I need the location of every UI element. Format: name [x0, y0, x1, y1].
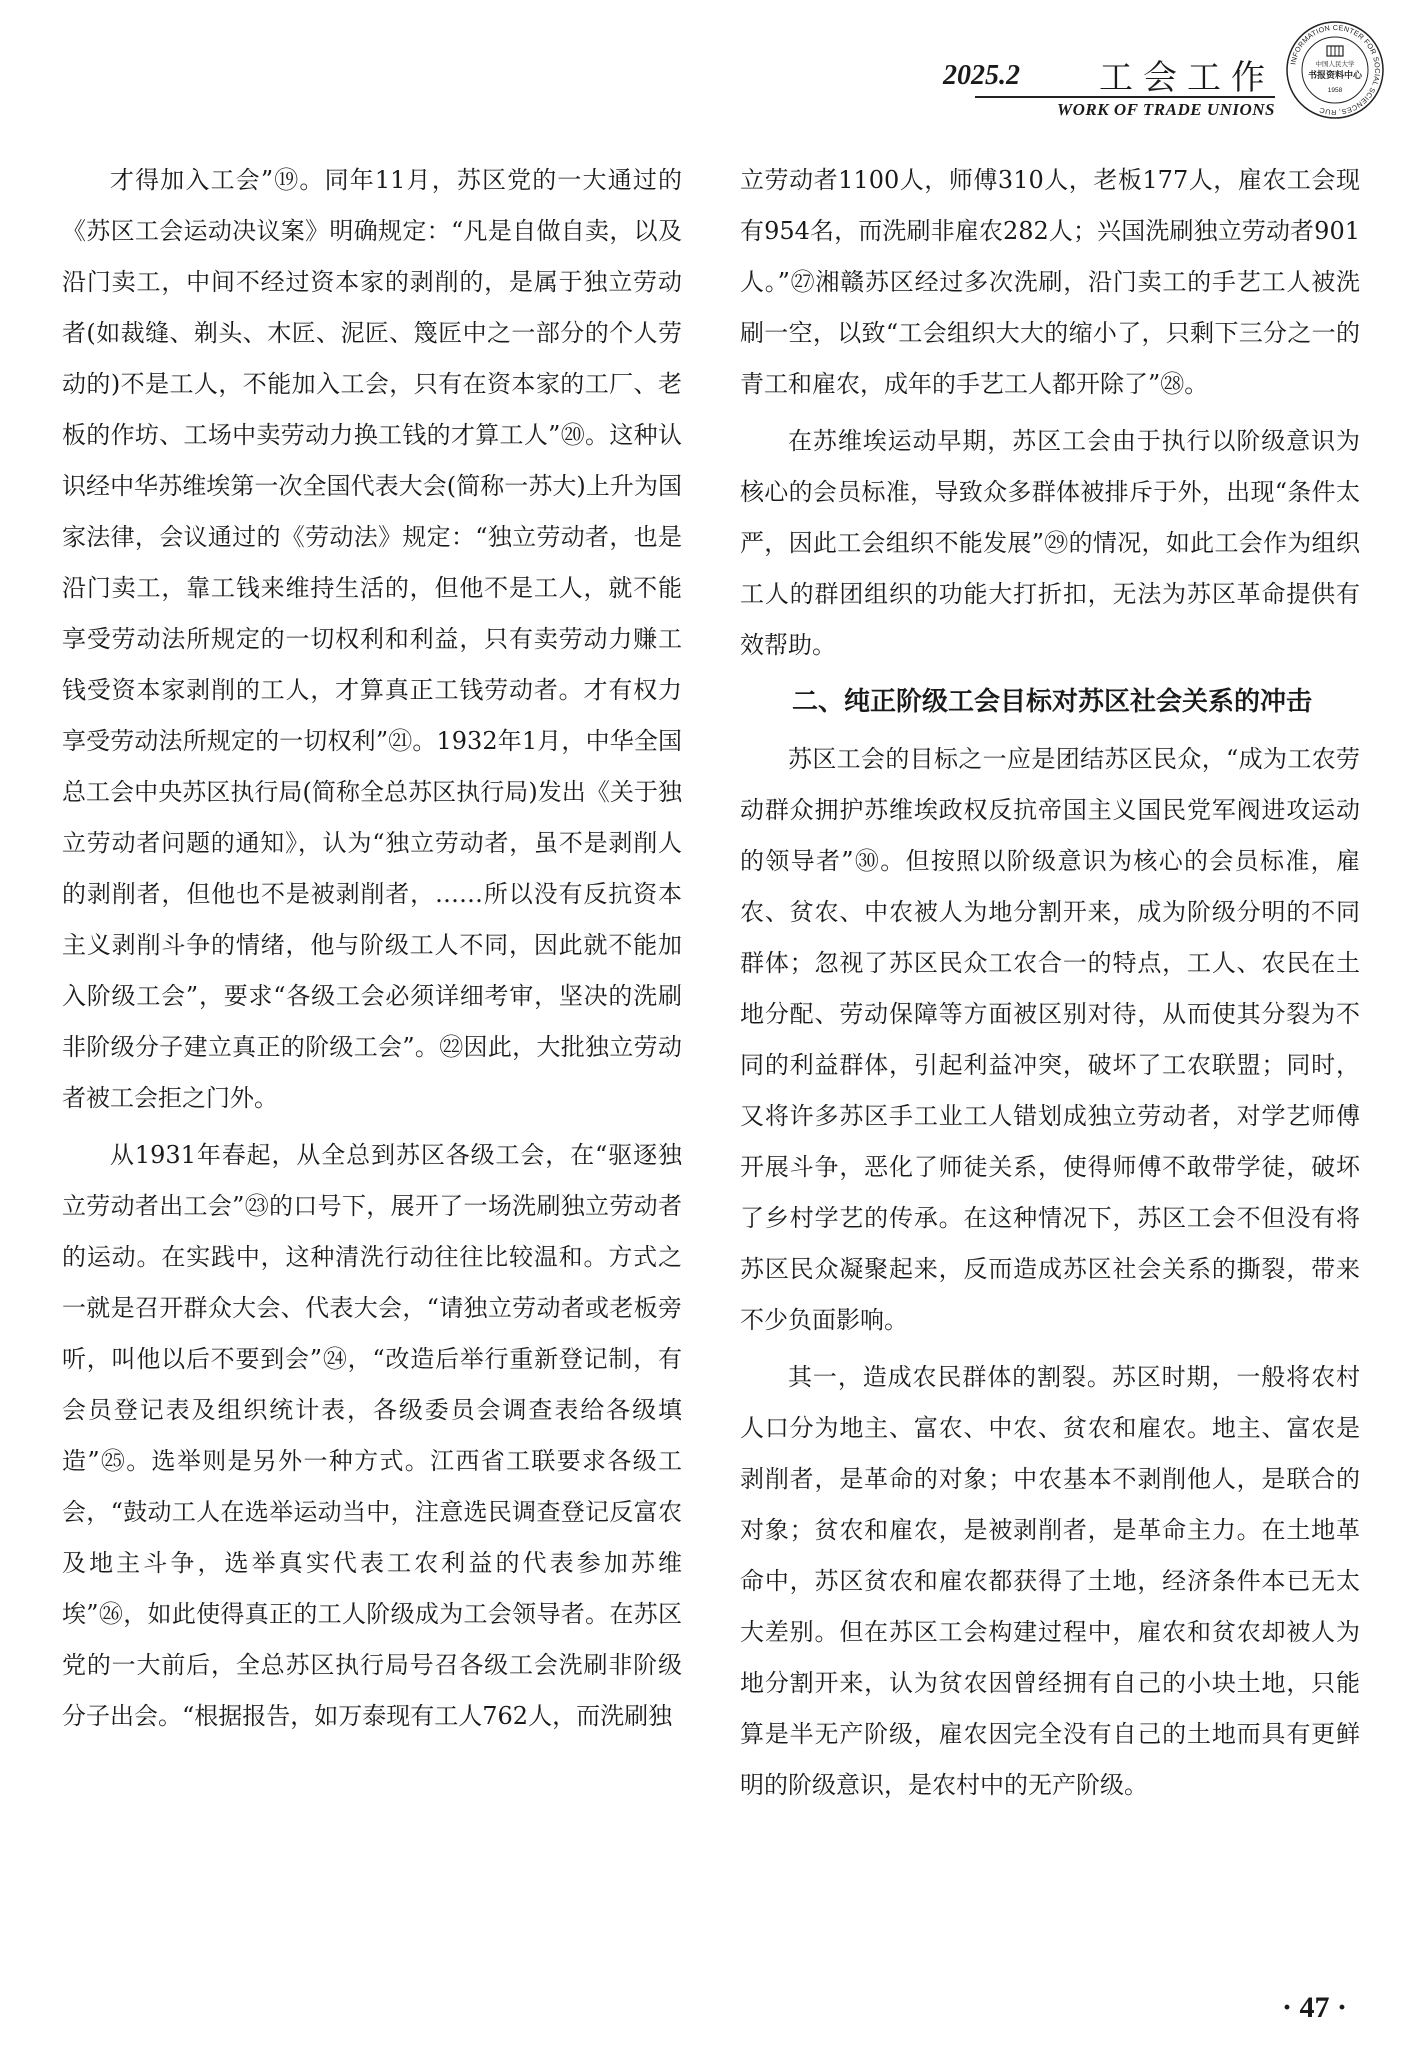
right-column [740, 155, 1360, 1817]
right-paragraph-1: 立劳动者1100人，师傅310人，老板177人，雇农工会现有954名，而洗刷非雇农282人；兴国洗刷独立劳动者901人。”㉗湘赣苏区经过多次洗刷，沿门卖工的手艺工人被洗刷一空，以致“工会组织大大的缩小了，只剩下三分之一的青工和雇农，成年的手艺工人都开除了”㉘。 [740, 166, 1360, 398]
left-column [62, 155, 682, 1748]
left-paragraph-1: 才得加入工会”⑲。同年11月，苏区党的一大通过的《苏区工会运动决议案》明确规定：“凡是自做自卖，以及沿门卖工，中间不经过资本家的剥削的，是属于独立劳动者(如裁缝、剃头、木匠、泥匠、篾匠中之一部分的个人劳动的)不是工人，不能加入工会，只有在资本家的工厂、老板的作坊、工场中卖劳动力换工钱的才算工人”⑳。这种认识经中华苏维埃第一次全国代表大会(简称一苏大)上升为国家法律，会议通过的《劳动法》规定：“独立劳动者，也是沿门卖工，靠工钱来维持生活的，但他不是工人，就不能享受劳动法所规定的一切权利和利益，只有卖劳动力赚工钱受资本家剥削的工人，才算真正工钱劳动者。才有权力享受劳动法所规定的一切权利”㉑。1932年1月，中华全国总工会中央苏区执行局(简称全总苏区执行局)发出《关于独立劳动者问题的通知》，认为“独立劳动者，虽不是剥削人的剥削者，但他也不是被剥削者，……所以没有反抗资本主义剥削斗争的情绪，他与阶级工人不同，因此就不能加入阶级工会”，要求“各级工会必须详细考审，坚决的洗刷非阶级分子建立真正的阶级工会”。㉒因此，大批独立劳动者被工会拒之门外。 [62, 166, 682, 1112]
issue-number: 2025.2 [943, 60, 1020, 91]
seal-inner-main: 书报资料中心 [1307, 71, 1363, 81]
seal-ring-text: INFORMATION CENTER FOR SOCIAL SCIENCES, RUC [1288, 22, 1383, 118]
right-paragraph-2: 在苏维埃运动早期，苏区工会由于执行以阶级意识为核心的会员标准，导致众多群体被排斥于外，出现“条件太严，因此工会组织不能发展”㉙的情况，如此工会作为组织工人的群团组织的功能大打折扣，无法为苏区革命提供有效帮助。 [740, 427, 1360, 659]
ruc-info-center-seal [1285, 20, 1385, 120]
journal-header [675, 38, 1275, 128]
section-heading: 二、纯正阶级工会目标对苏区社会关系的冲击 [792, 687, 1313, 717]
page-number: · 47 · [1281, 1991, 1347, 2024]
header-rule [975, 96, 1275, 98]
right-paragraph-3: 苏区工会的目标之一应是团结苏区民众，“成为工农劳动群众拥护苏维埃政权反抗帝国主义国民党军阀进攻运动的领导者”㉚。但按照以阶级意识为核心的会员标准，雇农、贫农、中农被人为地分割开来，成为阶级分明的不同群体；忽视了苏区民众工农合一的特点，工人、农民在土地分配、劳动保障等方面被区别对待，从而使其分裂为不同的利益群体，引起利益冲突，破坏了工农联盟；同时，又将许多苏区手工业工人错划成独立劳动者，对学艺师傅开展斗争，恶化了师徒关系，使得师傅不敢带学徒，破坏了乡村学艺的传承。在这种情况下，苏区工会不但没有将苏区民众凝聚起来，反而造成苏区社会关系的撕裂，带来不少负面影响。 [740, 745, 1360, 1334]
journal-title-cn: 工会工作 [1099, 58, 1275, 98]
right-paragraph-4: 其一，造成农民群体的割裂。苏区时期，一般将农村人口分为地主、富农、中农、贫农和雇农。地主、富农是剥削者，是革命的对象；中农基本不剥削他人，是联合的对象；贫农和雇农，是被剥削者，是革命主力。在土地革命中，苏区贫农和雇农都获得了土地，经济条件本已无太大差别。但在苏区工会构建过程中，雇农和贫农却被人为地分割开来，认为贫农因曾经拥有自己的小块土地，只能算是半无产阶级，雇农因完全没有自己的土地而具有更鲜明的阶级意识，是农村中的无产阶级。 [740, 1363, 1360, 1799]
journal-title-en: WORK OF TRADE UNIONS [1057, 100, 1275, 119]
seal-year: 1958 [1327, 87, 1343, 94]
left-paragraph-2: 从1931年春起，从全总到苏区各级工会，在“驱逐独立劳动者出工会”㉓的口号下，展开了一场洗刷独立劳动者的运动。在实践中，这种清洗行动往往比较温和。方式之一就是召开群众大会、代表大会，“请独立劳动者或老板旁听，叫他以后不要到会”㉔，“改造后举行重新登记制，有会员登记表及组织统计表，各级委员会调查表给各级填造”㉕。选举则是另外一种方式。江西省工联要求各级工会，“鼓动工人在选举运动当中，注意选民调查登记反富农及地主斗争，选举真实代表工农利益的代表参加苏维埃”㉖，如此使得真正的工人阶级成为工会领导者。在苏区党的一大前后，全总苏区执行局号召各级工会洗刷非阶级分子出会。“根据报告，如万泰现有工人762人，而洗刷独 [62, 1141, 682, 1730]
seal-inner-top: 中国人民大学 [1315, 60, 1355, 68]
